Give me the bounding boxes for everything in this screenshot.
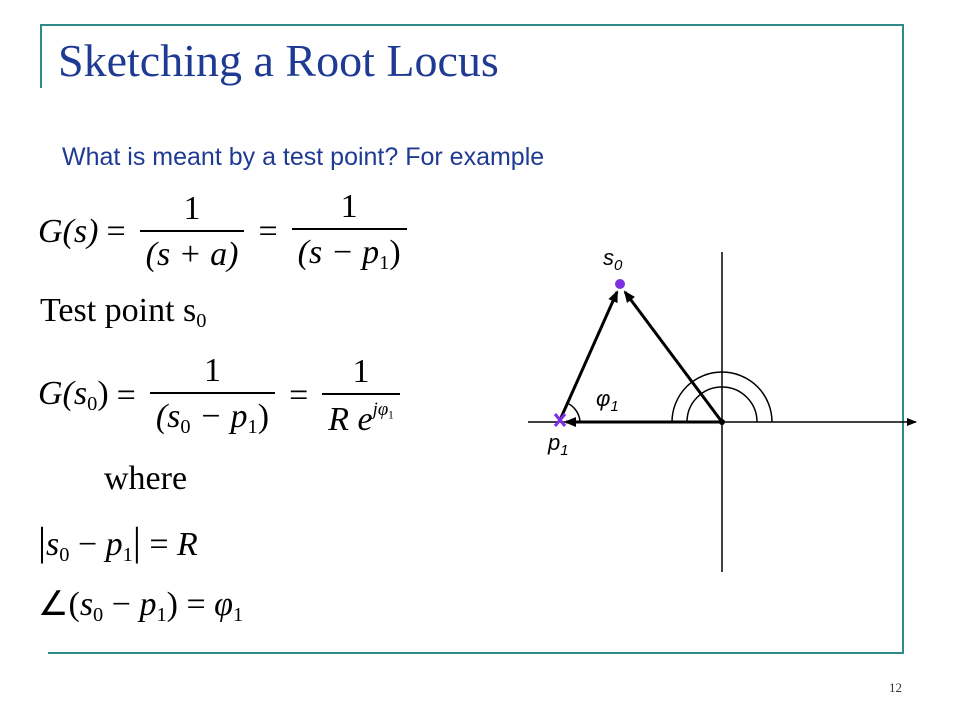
slide-subtitle: What is meant by a test point? For example [62,143,545,171]
s0-label: $s_0$ [603,245,623,274]
where-label: where [104,460,188,497]
fraction-3: $\frac{1}{(s_0 - p_1)}$ [150,352,275,439]
g-of-s: G(s) [38,212,99,250]
test-point-label: Test point $s_0$ [40,292,207,333]
vector-to-s0 [625,292,722,422]
fraction-2: $\frac{1}{(s - p_1)}$ [292,188,407,275]
slide-title: Sketching a Root Locus [58,35,499,86]
fraction-4: $\frac{1}{R e^{j\varphi_1}}$ [322,353,400,439]
phi1-label: $\varphi_1$ [596,386,619,415]
pole-p1-x-icon [555,414,565,426]
phi-angle-arc [567,403,580,422]
test-point-s0 [615,279,625,289]
test-point-equation: $G(s_0)$ = $\frac{1}{(s_0 - p_1)}$ = $\frac{1}{R e^{j\varphi_1}}$ [38,352,406,439]
angle-equation: $\angle(s_0 - p_1) = \varphi_1$ [38,586,244,627]
fraction-1: $\frac{1}{(s + a)}$ [140,190,245,274]
p1-label: $p_1$ [548,430,569,459]
transfer-function-equation: G(s) = $\frac{1}{(s + a)}$ = $\frac{1}{(s - p_1)}$ [38,188,413,275]
origin-point [719,419,725,425]
magnitude-equation: $|s_0 - p_1| = R$ [38,519,198,567]
page-number: 12 [889,680,902,695]
